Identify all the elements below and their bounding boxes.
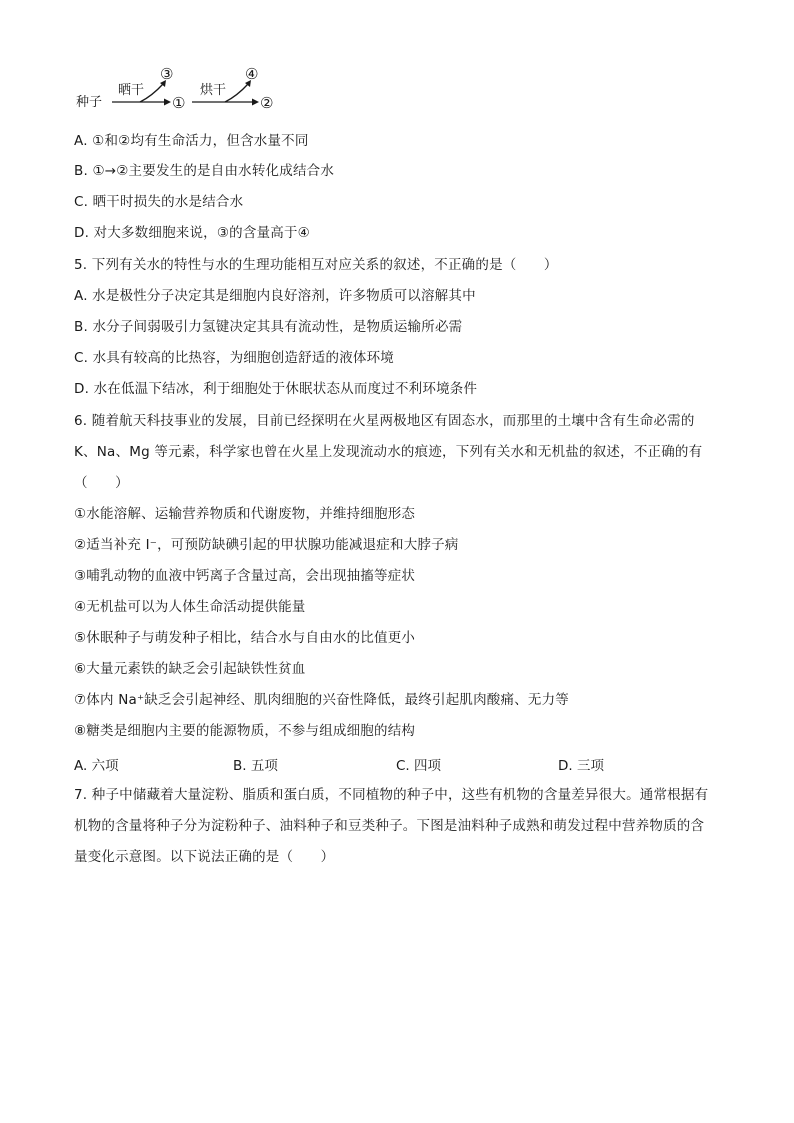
- q6-stem-line-3: （ ）: [74, 475, 129, 491]
- q5-option-c: C. 水具有较高的比热容，为细胞创造舒适的液体环境: [74, 350, 395, 366]
- q6-statement-5: ⑤休眠种子与萌发种子相比，结合水与自由水的比值更小: [74, 630, 416, 646]
- q7-stem-line-2: 机物的含量将种子分为淀粉种子、油料种子和豆类种子。下图是油料种子成熟和萌发过程中营养物质的含: [74, 818, 705, 834]
- q7-stem-line-3: 量变化示意图。以下说法正确的是（ ）: [74, 849, 335, 865]
- q4-option-c: C. 晒干时损失的水是结合水: [74, 194, 244, 210]
- diagram-node-2: ②: [260, 94, 274, 112]
- q4-option-a: A. ①和②均有生命活力，但含水量不同: [74, 133, 309, 149]
- q4-option-b: B. ①→②主要发生的是自由水转化成结合水: [74, 163, 335, 179]
- diagram-sun-dry-label: 晒干: [118, 83, 145, 98]
- q6-stem-line-1: 6. 随着航天科技事业的发展，目前已经探明在火星两极地区有固态水，而那里的土壤中含有生命必需的: [74, 413, 695, 429]
- drying-diagram: [70, 64, 300, 120]
- diagram-node-4: ④: [245, 65, 259, 83]
- blank-figure-area: [74, 880, 720, 1100]
- q6-statement-7: ⑦体内 Na⁺缺乏会引起神经、肌肉细胞的兴奋性降低，最终引起肌肉酸痛、无力等: [74, 692, 569, 708]
- q6-option-c: C. 四项: [396, 758, 442, 774]
- q4-option-d: D. 对大多数细胞来说，③的含量高于④: [74, 225, 310, 241]
- q6-statement-1: ①水能溶解、运输营养物质和代谢废物，并维持细胞形态: [74, 506, 416, 522]
- diagram-seed-label: 种子: [76, 95, 103, 110]
- q5-option-b: B. 水分子间弱吸引力氢键决定其具有流动性，是物质运输所必需: [74, 319, 463, 335]
- q6-options: [74, 754, 634, 772]
- q6-statement-6: ⑥大量元素铁的缺乏会引起缺铁性贫血: [74, 661, 306, 677]
- q5-option-d: D. 水在低温下结冰，利于细胞处于休眠状态从而度过不利环境条件: [74, 381, 478, 397]
- q5-stem: 5. 下列有关水的特性与水的生理功能相互对应关系的叙述，不正确的是（ ）: [74, 257, 558, 273]
- q7-stem-line-1: 7. 种子中储藏着大量淀粉、脂质和蛋白质，不同植物的种子中，这些有机物的含量差异很大。通常根据有: [74, 787, 709, 803]
- diagram-bake-dry-label: 烘干: [200, 83, 227, 98]
- q6-option-d: D. 三项: [558, 758, 604, 774]
- q6-option-a: A. 六项: [74, 758, 119, 774]
- q6-option-b: B. 五项: [233, 758, 278, 774]
- q6-statement-8: ⑧糖类是细胞内主要的能源物质，不参与组成细胞的结构: [74, 723, 416, 739]
- q5-option-a: A. 水是极性分子决定其是细胞内良好溶剂，许多物质可以溶解其中: [74, 288, 476, 304]
- q6-stem-line-2: K、Na、Mg 等元素，科学家也曾在火星上发现流动水的痕迹，下列有关水和无机盐的叙述，不正确的有: [74, 444, 703, 460]
- diagram-node-1: ①: [172, 94, 186, 112]
- q6-statement-2: ②适当补充 I⁻，可预防缺碘引起的甲状腺功能减退症和大脖子病: [74, 537, 459, 553]
- q6-statement-4: ④无机盐可以为人体生命活动提供能量: [74, 599, 306, 615]
- diagram-node-3: ③: [160, 65, 174, 83]
- q6-statement-3: ③哺乳动物的血液中钙离子含量过高，会出现抽搐等症状: [74, 568, 416, 584]
